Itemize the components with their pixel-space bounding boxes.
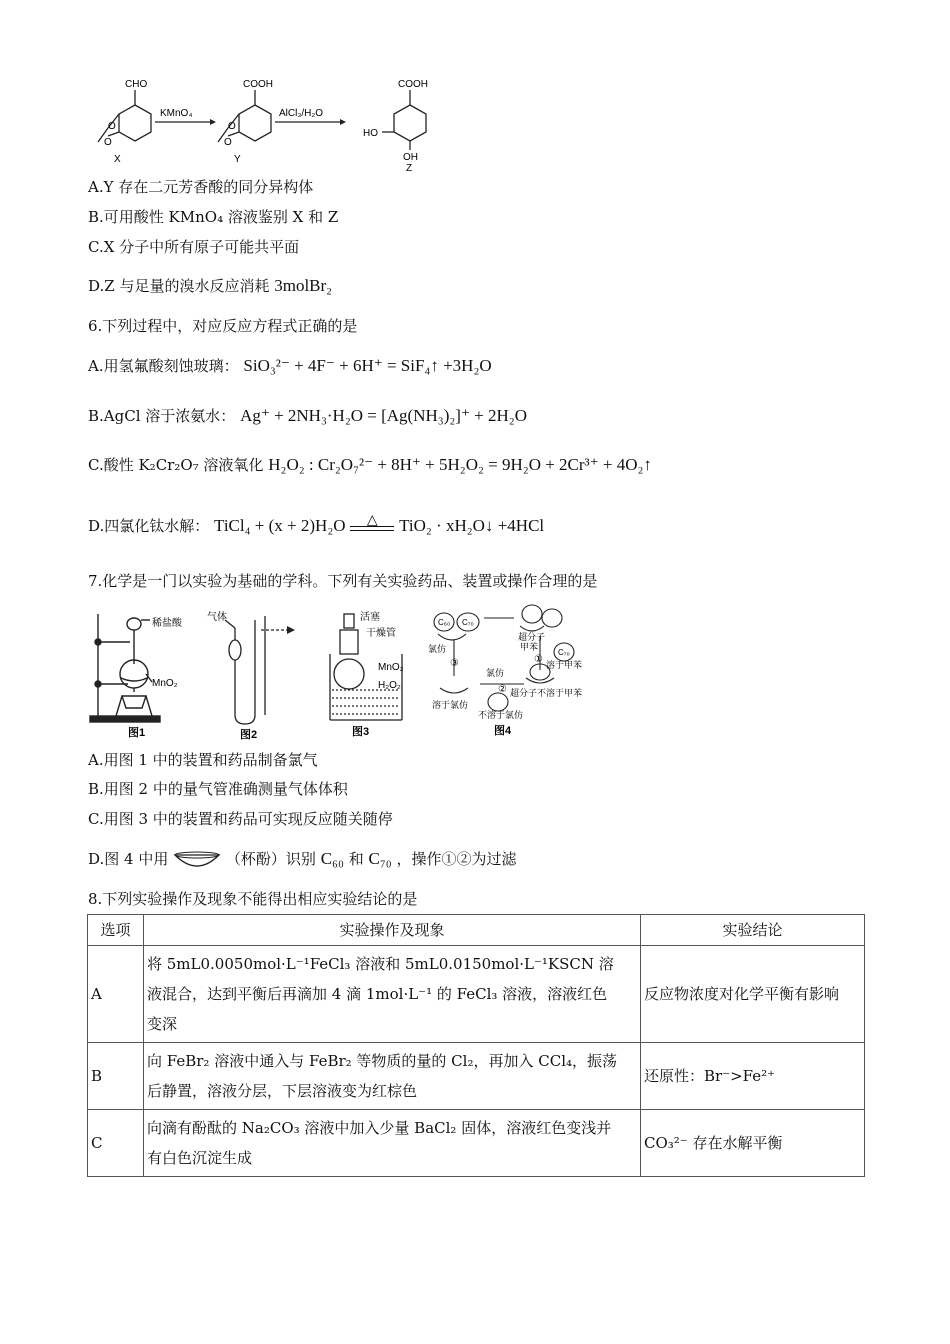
figure-4-insol-chcl3: 不溶于氯仿 <box>478 710 524 720</box>
x-o2: O <box>104 137 112 148</box>
q6-a-equation: SiO₃²⁻ + 4F⁻ + 6H⁺ = SiF₄↑ +3H₂O <box>243 356 492 375</box>
row-a-line1: 将 5mL0.0050mol·L⁻¹FeCl₃ 溶液和 5mL0.0150mol·L⁻¹KSCN 溶 <box>147 955 614 973</box>
reagent-1: KMnO₄ <box>160 108 193 119</box>
q7-stem: 7.化学是一门以实验为基础的学科。下列有关实验药品、装置或操作合理的是 <box>88 572 598 590</box>
figure-2-arrow <box>287 626 295 634</box>
q6-c-text: C.酸性 K₂Cr₂O₇ 溶液氧化 <box>88 456 264 474</box>
q6-c-equation: H₂O₂ : Cr₂O₇²⁻ + 8H⁺ + 5H₂O₂ = 9H₂O + 2Cr³⁺ + 4O₂↑ <box>268 455 652 474</box>
figure-4-toluene: 甲苯 <box>520 642 539 652</box>
figure-4-c70: C₇₀ <box>462 618 474 627</box>
row-a-operation <box>144 946 641 1043</box>
x-o1: O <box>108 121 116 132</box>
figure-1 <box>88 604 208 740</box>
reagent-2: AlCl₃/H₂O <box>279 108 324 119</box>
q7-option-c: C.用图 3 中的装置和药品可实现反应随关随停 <box>88 810 393 828</box>
header-conclusion: 实验结论 <box>641 915 865 946</box>
q7-option-b: B.用图 2 中的量气管准确测量气体体积 <box>88 780 348 798</box>
experiment-table <box>87 914 865 1177</box>
q6-d-equation-left: TiCl₄ + (x + 2)H₂O <box>214 516 346 535</box>
figure-4-op3: ③ <box>450 658 459 669</box>
figure-1-caption: 图1 <box>128 727 146 739</box>
arrow-1-head <box>210 119 216 125</box>
figure-3 <box>316 608 426 740</box>
row-b-operation <box>144 1043 641 1110</box>
x-top-group: CHO <box>125 79 148 90</box>
figure-4-c60: C₆₀ <box>438 618 451 627</box>
calixarene-bowl-icon <box>173 851 221 869</box>
figure-2-label-gas: 气体 <box>207 612 227 623</box>
row-c-line2: 有白色沉淀生成 <box>147 1149 253 1167</box>
arrow-2-head <box>340 119 346 125</box>
molecule-z <box>382 90 426 150</box>
row-b-line1: 向 FeBr₂ 溶液中通入与 FeBr₂ 等物质的量的 Cl₂，再加入 CCl₄，振荡 <box>147 1052 618 1070</box>
y-o2: O <box>224 137 232 148</box>
q7-d-mid: （杯酚）识别 <box>225 850 316 868</box>
q6-d-condition-wrap <box>350 512 394 531</box>
q7-d-suffix: ，操作①②为过滤 <box>396 850 517 868</box>
table-row <box>88 946 865 1043</box>
figure-4-sol-chcl3: 溶于氯仿 <box>432 700 469 710</box>
q6-stem: 6.下列过程中，对应反应方程式正确的是 <box>88 317 358 335</box>
figure-4-sol-toluene: 溶于甲苯 <box>546 660 583 670</box>
q6-option-c <box>88 455 652 475</box>
figure-4 <box>428 600 600 740</box>
q6-d-equation-right: TiO₂ · xH₂O↓ +4HCl <box>399 516 545 535</box>
molecule-x <box>98 90 151 142</box>
row-c-option: C <box>88 1110 144 1177</box>
q7-d-prefix: D.图 4 中用 <box>88 850 169 868</box>
q5-option-d <box>88 276 332 296</box>
row-c-operation <box>144 1110 641 1177</box>
row-b-conclusion: 还原性：Br⁻>Fe²⁺ <box>641 1043 865 1110</box>
figure-4-op2: ② <box>498 684 507 695</box>
z-bottom-group: OH <box>403 152 418 163</box>
figure-2 <box>205 610 305 740</box>
q6-b-equation: Ag⁺ + 2NH₃·H₂O = [Ag(NH₃)₂]⁺ + 2H₂O <box>240 406 527 425</box>
table-header-row <box>88 915 865 946</box>
q6-option-d <box>88 512 545 536</box>
q5-option-d-text: D.Z 与足量的溴水反应消耗 <box>88 277 270 295</box>
figure-3-label-h2o2: H₂O₂ <box>378 680 401 691</box>
y-top-group: COOH <box>243 79 273 90</box>
q8-stem: 8.下列实验操作及现象不能得出相应实验结论的是 <box>88 890 418 908</box>
x-label: X <box>114 154 121 165</box>
table-row <box>88 1110 865 1177</box>
header-operation: 实验操作及现象 <box>144 915 641 946</box>
z-left-group: HO <box>363 128 378 139</box>
q5-option-b: B.可用酸性 KMnO₄ 溶液鉴别 X 和 Z <box>88 208 339 226</box>
molecule-y <box>218 90 271 142</box>
z-top-group: COOH <box>398 79 428 90</box>
q6-d-heat-symbol: △ <box>366 512 378 528</box>
figure-4-chloroform-1: 氯仿 <box>428 644 447 654</box>
header-option: 选项 <box>88 915 144 946</box>
figure-4-op1: ① <box>534 654 543 665</box>
q7-d-and: 和 <box>348 850 364 868</box>
row-c-conclusion: CO₃²⁻ 存在水解平衡 <box>641 1110 865 1177</box>
row-a-line3: 变深 <box>147 1015 178 1033</box>
q6-d-text: D.四氯化钛水解： <box>88 517 210 535</box>
y-o1: O <box>228 121 236 132</box>
q7-option-d <box>88 849 516 869</box>
figure-3-caption: 图3 <box>352 726 370 738</box>
z-label: Z <box>406 163 413 174</box>
figure-3-label-tube: 干燥管 <box>366 628 396 639</box>
figure-4-supra: 超分子 <box>518 632 546 642</box>
q6-b-text: B.AgCl 溶于浓氨水： <box>88 407 236 425</box>
figure-2-caption: 图2 <box>240 729 258 740</box>
row-b-option: B <box>88 1043 144 1110</box>
q7-option-a: A.用图 1 中的装置和药品制备氯气 <box>88 751 318 769</box>
row-a-conclusion: 反应物浓度对化学平衡有影响 <box>641 946 865 1043</box>
y-label: Y <box>234 154 241 165</box>
figure-4-chloroform-2: 氯仿 <box>486 668 505 678</box>
row-a-option: A <box>88 946 144 1043</box>
reaction-scheme <box>80 70 440 175</box>
figure-3-label-valve: 活塞 <box>360 612 380 623</box>
table-row <box>88 1043 865 1110</box>
q5-option-d-math: 3molBr₂ <box>274 276 333 295</box>
row-b-line2: 后静置，溶液分层，下层溶液变为红棕色 <box>147 1082 418 1100</box>
q5-option-a: A.Y 存在二元芳香酸的同分异构体 <box>88 178 314 196</box>
row-a-line2: 液混合，达到平衡后再滴加 4 滴 1mol·L⁻¹ 的 FeCl₃ 溶液，溶液红色 <box>147 985 608 1003</box>
figure-4-c70b: C₇₀ <box>558 648 570 657</box>
figure-4-supra-insol: 超分子不溶于甲苯 <box>510 688 583 698</box>
q5-option-c: C.X 分子中所有原子可能共平面 <box>88 238 300 256</box>
q6-a-text: A.用氢氟酸刻蚀玻璃： <box>88 357 239 375</box>
figure-4-caption: 图4 <box>494 725 512 737</box>
figure-1-label-hcl: 稀盐酸 <box>152 618 182 629</box>
q6-option-a <box>88 356 492 376</box>
figure-1-label-mno2: MnO₂ <box>152 678 178 689</box>
figure-3-label-mno2: MnO₂ <box>378 662 404 673</box>
q7-d-c70: C₇₀ <box>368 849 392 868</box>
q6-option-b <box>88 406 527 426</box>
q7-d-c60: C₆₀ <box>320 849 344 868</box>
row-c-line1: 向滴有酚酞的 Na₂CO₃ 溶液中加入少量 BaCl₂ 固体，溶液红色变浅并 <box>147 1119 612 1137</box>
